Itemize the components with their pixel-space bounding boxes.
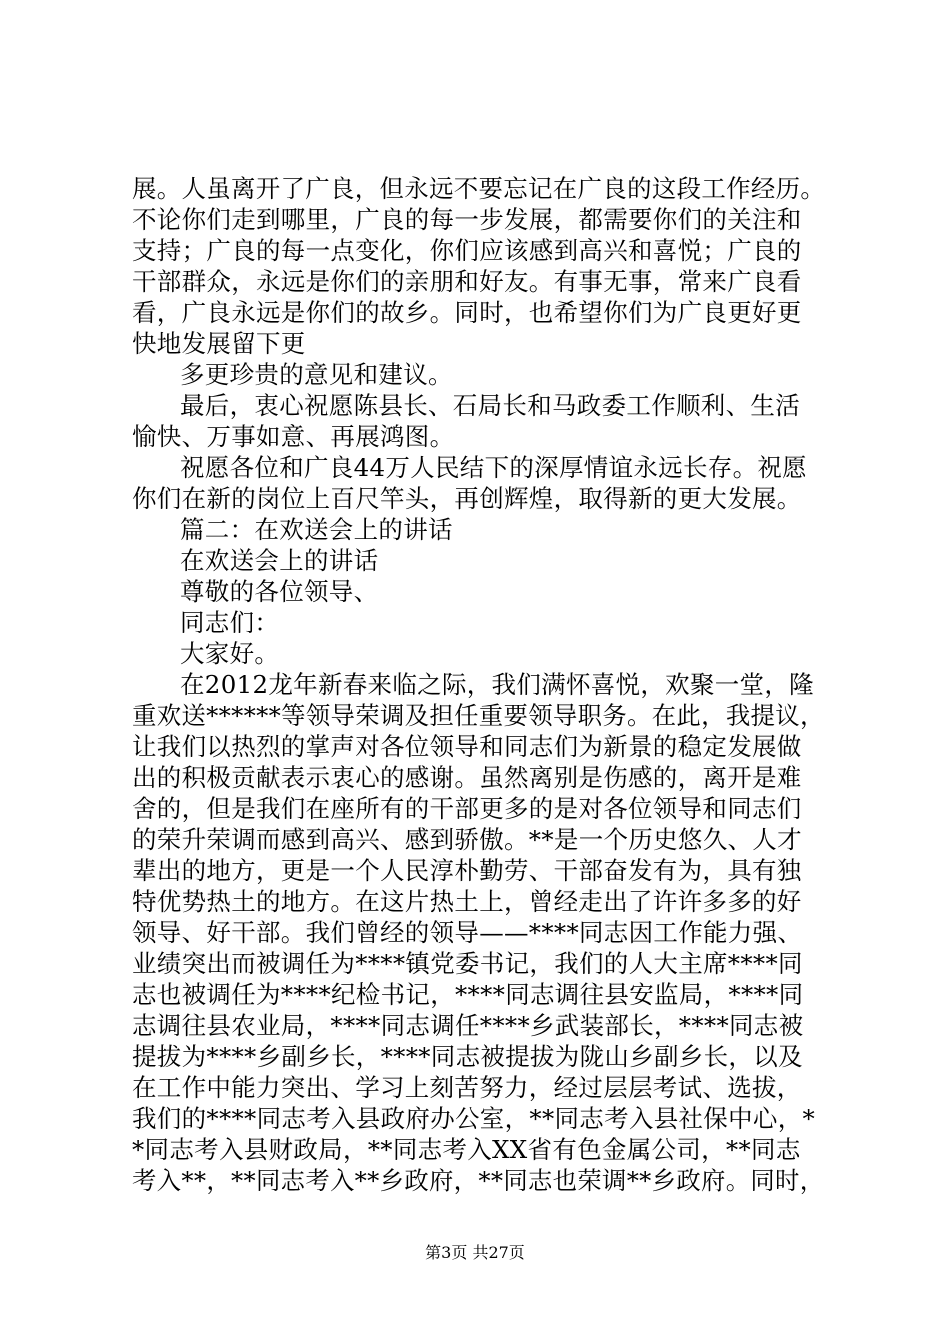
text-line: 志也被调任为****纪检书记，****同志调往县安监局，****同 — [132, 980, 804, 1009]
salutation: 同志们： — [180, 608, 280, 637]
text-line: 提拔为****乡副乡长，****同志被提拔为陇山乡副乡长，以及 — [132, 1042, 803, 1071]
text-line: *同志考入县财政局，**同志考入XX省有色金属公司，**同志 — [132, 1135, 801, 1164]
salutation: 尊敬的各位领导、 — [180, 577, 379, 606]
text-line: 快地发展留下更 — [132, 329, 306, 358]
text-line: 多更珍贵的意见和建议。 — [180, 360, 453, 389]
speech-title: 在欢送会上的讲话 — [180, 546, 379, 575]
text-line: 祝愿各位和广良44万人民结下的深厚情谊永远长存。祝愿 — [180, 453, 807, 482]
text-line: 辈出的地方，更是一个人民淳朴勤劳、干部奋发有为，具有独 — [132, 856, 802, 885]
text-line: 业绩突出而被调任为****镇党委书记，我们的人大主席****同 — [132, 949, 803, 978]
text-line: 不论你们走到哪里，广良的每一步发展，都需要你们的关注和 — [132, 205, 802, 234]
section-heading: 篇二：在欢送会上的讲话 — [180, 515, 453, 544]
text-line: 看，广良永远是你们的故乡。同时，也希望你们为广良更好更 — [132, 298, 802, 327]
text-line: 舍的，但是我们在座所有的干部更多的是对各位领导和同志们 — [132, 794, 802, 823]
text-line: 志调往县农业局，****同志调任****乡武装部长，****同志被 — [132, 1011, 804, 1040]
text-line: 支持；广良的每一点变化，你们应该感到高兴和喜悦；广良的 — [132, 236, 802, 265]
text-line: 领导、好干部。我们曾经的领导——****同志因工作能力强、 — [132, 918, 803, 947]
text-line: 展。人虽离开了广良，但永远不要忘记在广良的这段工作经历。 — [132, 174, 826, 203]
page-number-footer: 第3页 共27页 — [425, 1243, 525, 1262]
text-line: 考入**，**同志考入**乡政府，**同志也荣调**乡政府。同时， — [132, 1166, 825, 1195]
text-line: 的荣升荣调而感到高兴、感到骄傲。**是一个历史悠久、人才 — [132, 825, 802, 854]
text-line: 你们在新的岗位上百尺竿头，再创辉煌，取得新的更大发展。 — [132, 484, 802, 513]
text-line: 我们的****同志考入县政府办公室，**同志考入县社保中心，* — [132, 1104, 816, 1133]
greeting: 大家好。 — [180, 639, 280, 668]
text-line: 干部群众，永远是你们的亲朋和好友。有事无事，常来广良看 — [132, 267, 802, 296]
text-line: 特优势热土的地方。在这片热土上，曾经走出了许许多多的好 — [132, 887, 802, 916]
text-line: 在2012龙年新春来临之际，我们满怀喜悦，欢聚一堂，隆 — [180, 670, 814, 699]
text-line: 让我们以热烈的掌声对各位领导和同志们为新景的稳定发展做 — [132, 732, 802, 761]
text-line: 愉快、万事如意、再展鸿图。 — [132, 422, 455, 451]
text-line: 最后，衷心祝愿陈县长、石局长和马政委工作顺利、生活 — [180, 391, 800, 420]
text-line: 重欢送******等领导荣调及担任重要领导职务。在此，我提议， — [132, 701, 825, 730]
text-line: 出的积极贡献表示衷心的感谢。虽然离别是伤感的，离开是难 — [132, 763, 802, 792]
text-line: 在工作中能力突出、学习上刻苦努力，经过层层考试、选拔， — [132, 1073, 802, 1102]
